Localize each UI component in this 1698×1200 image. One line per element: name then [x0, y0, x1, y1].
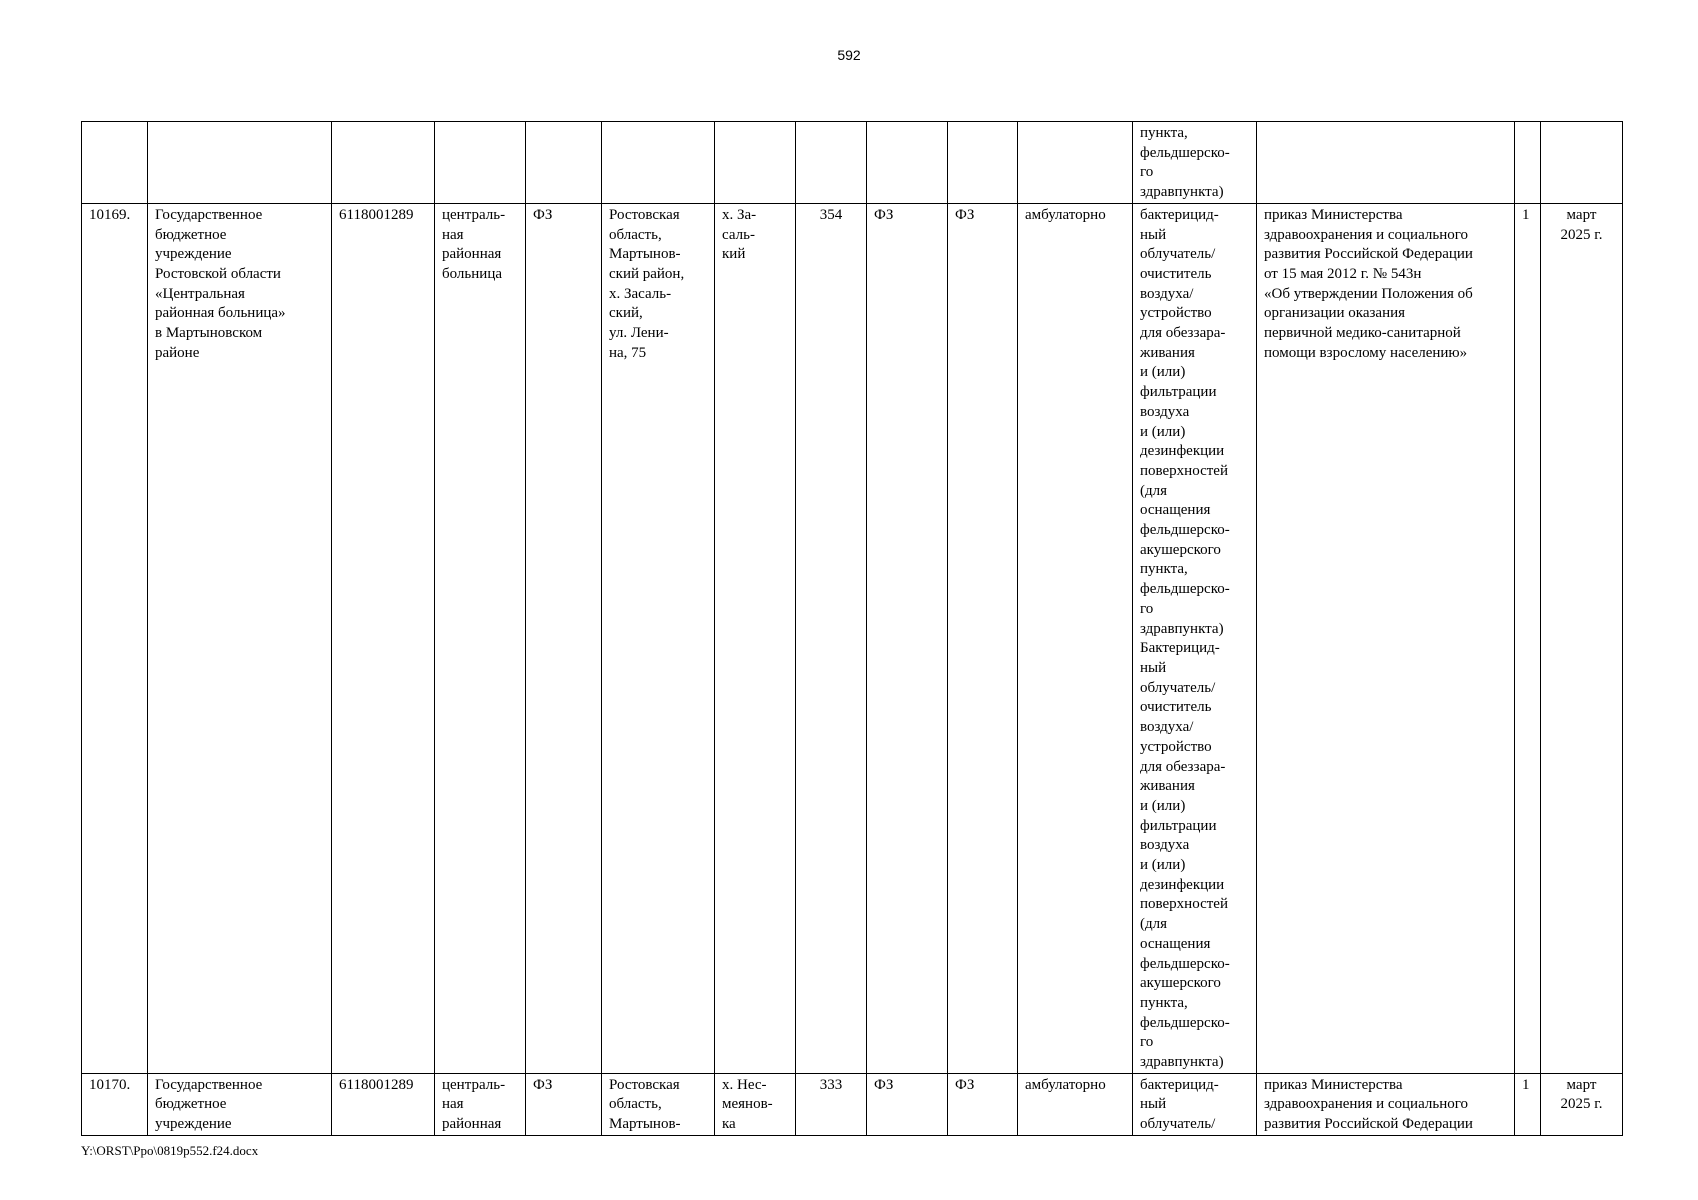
table-row — [82, 1073, 1623, 1135]
cell-count: 354 — [796, 203, 867, 1073]
cell-count: 333 — [796, 1073, 867, 1135]
table-row-continuation — [82, 122, 1623, 204]
cell-qty: 1 — [1515, 203, 1541, 1073]
cell-locality: х. Нес- меянов- ка — [715, 1073, 796, 1135]
cell-inn: 6118001289 — [332, 203, 435, 1073]
cell-fz3: ФЗ — [948, 203, 1018, 1073]
cell-fz2: ФЗ — [867, 1073, 948, 1135]
cell-fz1: ФЗ — [526, 1073, 602, 1135]
cell-date: март 2025 г. — [1541, 1073, 1623, 1135]
page-number: 592 — [837, 47, 861, 63]
cell-fz1 — [526, 122, 602, 204]
cell-fz2 — [867, 122, 948, 204]
cell-equipment: пункта, фельдшерско- го здравпункта) — [1133, 122, 1257, 204]
cell-order: приказ Министерства здравоохранения и социального развития Российской Федерации — [1257, 1073, 1515, 1135]
cell-inn: 6118001289 — [332, 1073, 435, 1135]
cell-order — [1257, 122, 1515, 204]
cell-org — [148, 122, 332, 204]
cell-equipment: бактерицид- ный облучатель/ очиститель воздуха/ устройство для обеззара- живания и (или) фильтрации воздуха и (или) дезинфекции поверхностей (для оснащения фельдшерско- акушерского пункта, фельдшерско- го здравпункта) Бактерицид- ный облучатель/ очиститель воздуха/ устройство для обеззара- живания и (или) фильтрации воздуха и (или) дезинфекции поверхностей (для оснащения фельдшерско- акушерского пункта, фельдшерско- го здравпункта) — [1133, 203, 1257, 1073]
cell-qty — [1515, 122, 1541, 204]
registry-table — [81, 121, 1623, 1136]
footer-file-path: Y:\ORST\Ppo\0819p552.f24.docx — [81, 1143, 259, 1158]
cell-qty: 1 — [1515, 1073, 1541, 1135]
cell-count — [796, 122, 867, 204]
cell-fz3 — [948, 122, 1018, 204]
cell-fz2: ФЗ — [867, 203, 948, 1073]
table-row — [82, 203, 1623, 1073]
cell-type: централь- ная районная — [435, 1073, 526, 1135]
cell-address: Ростовская область, Мартынов- ский район, х. Засаль- ский, ул. Лени- на, 75 — [602, 203, 715, 1073]
cell-type — [435, 122, 526, 204]
cell-org: Государственное бюджетное учреждение — [148, 1073, 332, 1135]
cell-inn — [332, 122, 435, 204]
cell-fz1: ФЗ — [526, 203, 602, 1073]
cell-equipment: бактерицид- ный облучатель/ — [1133, 1073, 1257, 1135]
cell-type: централь- ная районная больница — [435, 203, 526, 1073]
cell-fz3: ФЗ — [948, 1073, 1018, 1135]
cell-num — [82, 122, 148, 204]
cell-num: 10170. — [82, 1073, 148, 1135]
cell-order: приказ Министерства здравоохранения и социального развития Российской Федерации от 15 мая 2012 г. № 543н «Об утверждении Положения об организации оказания первичной медико-санитарной помощи взрослому населению» — [1257, 203, 1515, 1073]
cell-care: амбулаторно — [1018, 1073, 1133, 1135]
cell-care — [1018, 122, 1133, 204]
cell-org: Государственное бюджетное учреждение Ростовской области «Центральная районная больница» в Мартыновском районе — [148, 203, 332, 1073]
cell-address — [602, 122, 715, 204]
cell-locality — [715, 122, 796, 204]
cell-locality: х. За- саль- кий — [715, 203, 796, 1073]
cell-date: март 2025 г. — [1541, 203, 1623, 1073]
cell-care: амбулаторно — [1018, 203, 1133, 1073]
cell-date — [1541, 122, 1623, 204]
cell-num: 10169. — [82, 203, 148, 1073]
cell-address: Ростовская область, Мартынов- — [602, 1073, 715, 1135]
